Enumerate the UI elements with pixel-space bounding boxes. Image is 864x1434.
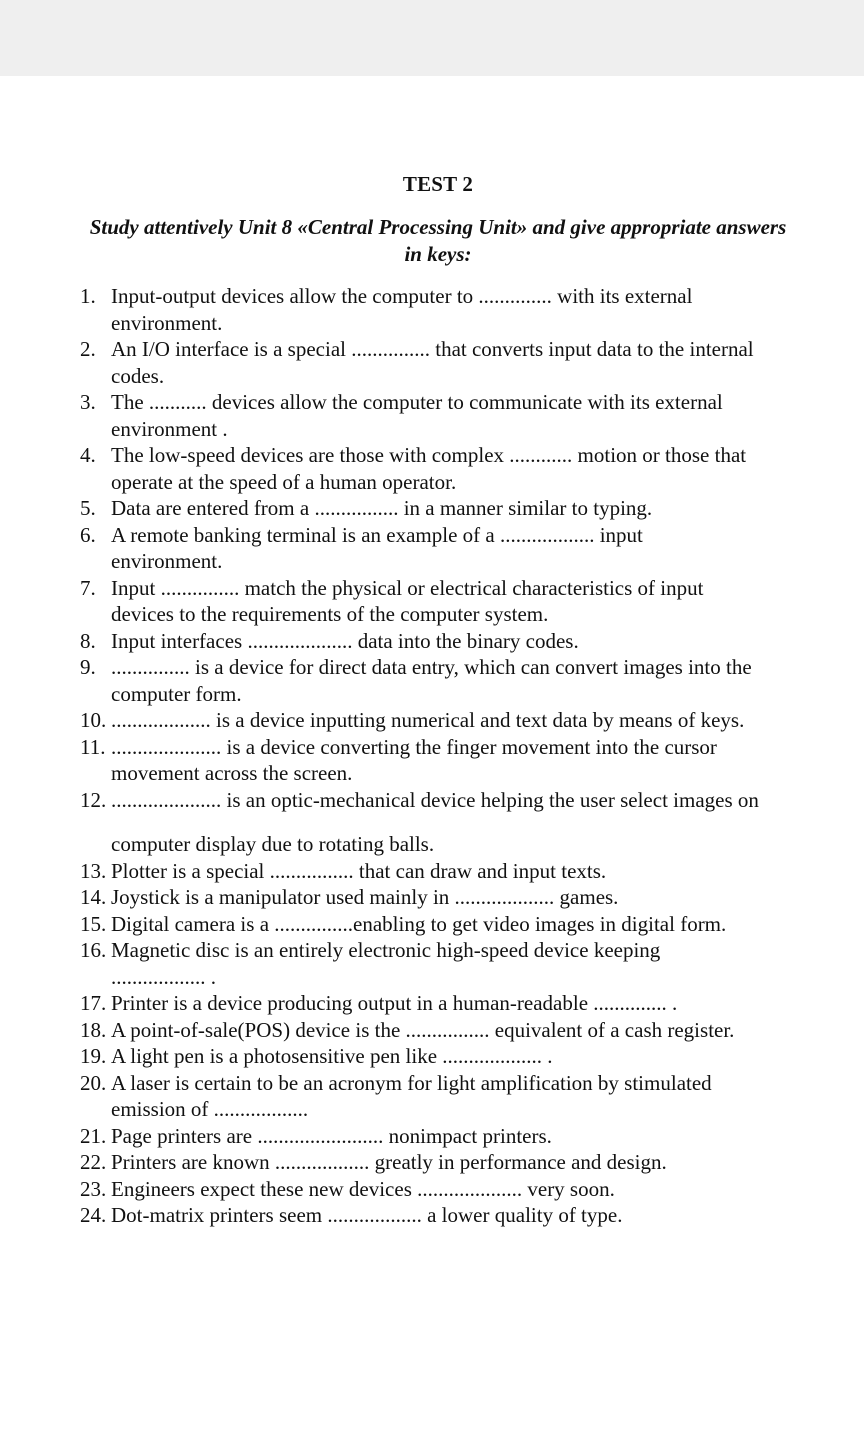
question-text: A light pen is a photosensitive pen like ................... . — [111, 1044, 553, 1068]
question-item — [80, 442, 830, 495]
question-item — [80, 1176, 830, 1203]
question-number: 23. — [80, 1176, 107, 1201]
question-text: A laser is certain to be an acronym for light amplification by stimulated — [111, 1070, 712, 1095]
question-item — [80, 283, 830, 336]
question-item — [80, 1017, 830, 1044]
question-item — [80, 990, 830, 1017]
question-item — [80, 1149, 830, 1176]
question-item — [80, 937, 830, 990]
question-text-continued: environment . — [111, 416, 228, 441]
question-text-continued: computer display due to rotating balls. — [111, 832, 435, 856]
question-item — [80, 575, 830, 628]
question-text: The low-speed devices are those with complex ............ motion or those that — [111, 443, 747, 467]
question-item — [80, 884, 830, 911]
question-number: 10. — [80, 708, 107, 732]
question-item — [80, 707, 830, 734]
question-text: Digital camera is a ...............enabling to get video images in digital form. — [111, 911, 727, 936]
question-number: 11. — [80, 734, 106, 759]
question-text-continued: movement across the screen. — [111, 761, 353, 785]
question-number: 3. — [80, 390, 96, 414]
question-text: The ........... devices allow the computer to communicate with its external — [111, 390, 723, 414]
question-number: 1. — [80, 284, 96, 308]
question-number: 13. — [80, 858, 107, 883]
question-number: 21. — [80, 1123, 107, 1148]
question-text: A point-of-sale(POS) device is the ................ equivalent of a cash register. — [111, 1017, 735, 1042]
question-text: Dot-matrix printers seem .................. a lower quality of type. — [111, 1203, 623, 1227]
question-number: 7. — [80, 575, 96, 600]
question-item — [80, 911, 830, 938]
question-text: Printers are known .................. greatly in performance and design. — [111, 1150, 667, 1174]
top-gray-bar — [0, 0, 864, 76]
question-item — [80, 654, 830, 707]
question-text: Page printers are ........................ nonimpact printers. — [111, 1123, 552, 1148]
question-text-continued: .................. . — [111, 964, 216, 989]
question-text: An I/O interface is a special ............... that converts input data to the internal — [111, 337, 754, 361]
question-item — [80, 1202, 830, 1229]
question-text: Input ............... match the physical or electrical characteristics of input — [111, 575, 704, 600]
question-number: 20. — [80, 1070, 107, 1095]
instructions-line-1: Study attentively Unit 8 «Central Processing Unit» and give appropriate answers — [89, 215, 787, 239]
document-page — [0, 76, 864, 1434]
question-text: Printer is a device producing output in a human-readable .............. . — [111, 991, 678, 1015]
question-text: Engineers expect these new devices .................... very soon. — [111, 1176, 615, 1201]
question-number: 15. — [80, 911, 107, 936]
question-text: ............... is a device for direct data entry, which can convert images into the — [111, 655, 752, 679]
instructions — [48, 214, 828, 268]
question-text: ................... is a device inputting numerical and text data by means of keys. — [111, 708, 745, 732]
question-list — [80, 283, 830, 1229]
question-item — [80, 1123, 830, 1150]
question-text: Joystick is a manipulator used mainly in ................... games. — [111, 885, 619, 909]
question-item — [80, 1070, 830, 1123]
question-number: 14. — [80, 885, 107, 909]
question-item — [80, 522, 830, 575]
test-title: TEST 2 — [402, 172, 474, 196]
question-text-continued: codes. — [111, 363, 165, 388]
question-item — [80, 1043, 830, 1070]
question-item — [80, 858, 830, 885]
question-text: ..................... is an optic-mechanical device helping the user select images on — [111, 787, 759, 812]
question-text: Data are entered from a ................ in a manner similar to typing. — [111, 496, 653, 520]
question-item — [80, 389, 830, 442]
question-item — [80, 336, 830, 389]
question-text-continued: emission of .................. — [111, 1097, 309, 1121]
question-text-continued: operate at the speed of a human operator. — [111, 469, 457, 494]
question-item — [80, 787, 830, 858]
question-number: 22. — [80, 1150, 107, 1174]
question-text-continued: devices to the requirements of the computer system. — [111, 602, 549, 626]
question-item — [80, 628, 830, 655]
question-text-continued: environment. — [111, 549, 223, 573]
question-number: 5. — [80, 496, 96, 520]
question-number: 17. — [80, 991, 107, 1015]
question-number: 6. — [80, 522, 96, 547]
question-text-continued: environment. — [111, 310, 223, 335]
question-text: A remote banking terminal is an example of a .................. input — [111, 522, 643, 547]
question-text: Plotter is a special ................ that can draw and input texts. — [111, 858, 607, 883]
question-number: 4. — [80, 443, 96, 467]
question-text: ..................... is a device converting the finger movement into the cursor — [111, 734, 717, 759]
question-text: Magnetic disc is an entirely electronic high-speed device keeping — [111, 938, 661, 962]
question-text: Input interfaces .................... data into the binary codes. — [111, 628, 579, 653]
question-number: 18. — [80, 1017, 107, 1042]
question-number: 16. — [80, 938, 107, 962]
question-text-continued: computer form. — [111, 681, 242, 706]
question-item — [80, 734, 830, 787]
question-number: 24. — [80, 1203, 107, 1227]
question-item — [80, 495, 830, 522]
question-number: 8. — [80, 628, 96, 653]
instructions-line-2: in keys: — [404, 242, 472, 266]
question-number: 2. — [80, 337, 96, 361]
question-number: 12. — [80, 787, 107, 812]
question-number: 9. — [80, 655, 96, 679]
question-text: Input-output devices allow the computer to .............. with its external — [111, 284, 693, 308]
question-number: 19. — [80, 1044, 107, 1068]
